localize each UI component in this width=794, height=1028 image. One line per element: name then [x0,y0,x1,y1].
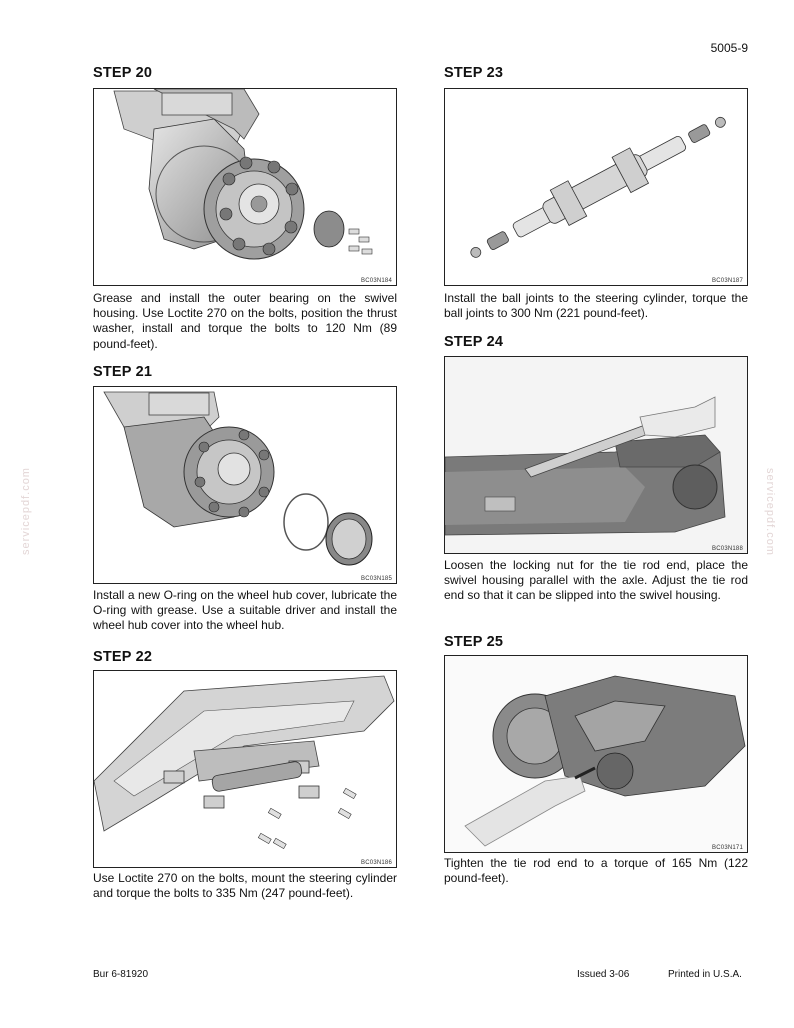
step-21-figure [93,386,397,584]
step-25-title: STEP 25 [444,634,504,650]
step-22-figure [93,670,397,868]
step-20-figure [93,88,397,286]
step-25-caption: Tighten the tie rod end to a torque of 165 Nm (122 pound-feet). [444,856,748,886]
fig-code: BC03N188 [712,546,743,552]
wheel-hub-cover-illustration [94,387,397,584]
step-24-caption: Loosen the locking nut for the tie rod end, place the swivel housing parallel with the axle. Adjust the tie rod end so that it can be slipped into the swivel housing. [444,558,748,603]
fig-code: BC03N186 [361,860,392,866]
footer-doc-id: Bur 6-81920 [93,969,149,980]
page-number: 5005-9 [710,41,748,55]
footer-issued: Issued 3-06 [577,969,630,980]
tie-rod-torque-photo [445,656,748,853]
step-22-title: STEP 22 [93,649,153,665]
step-23-figure [444,88,748,286]
step-20-title: STEP 20 [93,65,153,81]
fig-code: BC03N185 [361,576,392,582]
step-24-title: STEP 24 [444,334,504,350]
ball-joint-cylinder-illustration [445,89,748,286]
step-22-caption: Use Loctite 270 on the bolts, mount the steering cylinder and torque the bolts to 335 Nm (247 pound-feet). [93,871,397,901]
step-25-figure [444,655,748,853]
step-20-caption: Grease and install the outer bearing on the swivel housing. Use Loctite 270 on the bolts, position the thrust washer, install and torque the bolts to 120 Nm (89 pound-feet). [93,291,397,351]
step-24-figure [444,356,748,554]
footer-printed: Printed in U.S.A. [668,969,742,980]
watermark-right: servicepdf.com [764,468,776,556]
step-21-title: STEP 21 [93,364,153,380]
fig-code: BC03N184 [361,278,392,284]
step-23-title: STEP 23 [444,65,504,81]
fig-code: BC03N171 [712,845,743,851]
steering-cylinder-mount-illustration [94,671,397,868]
tie-rod-photo [445,357,748,554]
step-21-caption: Install a new O-ring on the wheel hub cover, lubricate the O-ring with grease. Use a suitable driver and install the wheel hub cover into the wheel hub. [93,588,397,633]
swivel-housing-illustration [94,89,397,286]
step-23-caption: Install the ball joints to the steering cylinder, torque the ball joints to 300 Nm (221 pound-feet). [444,291,748,321]
fig-code: BC03N187 [712,278,743,284]
watermark-left: servicepdf.com [20,467,32,555]
